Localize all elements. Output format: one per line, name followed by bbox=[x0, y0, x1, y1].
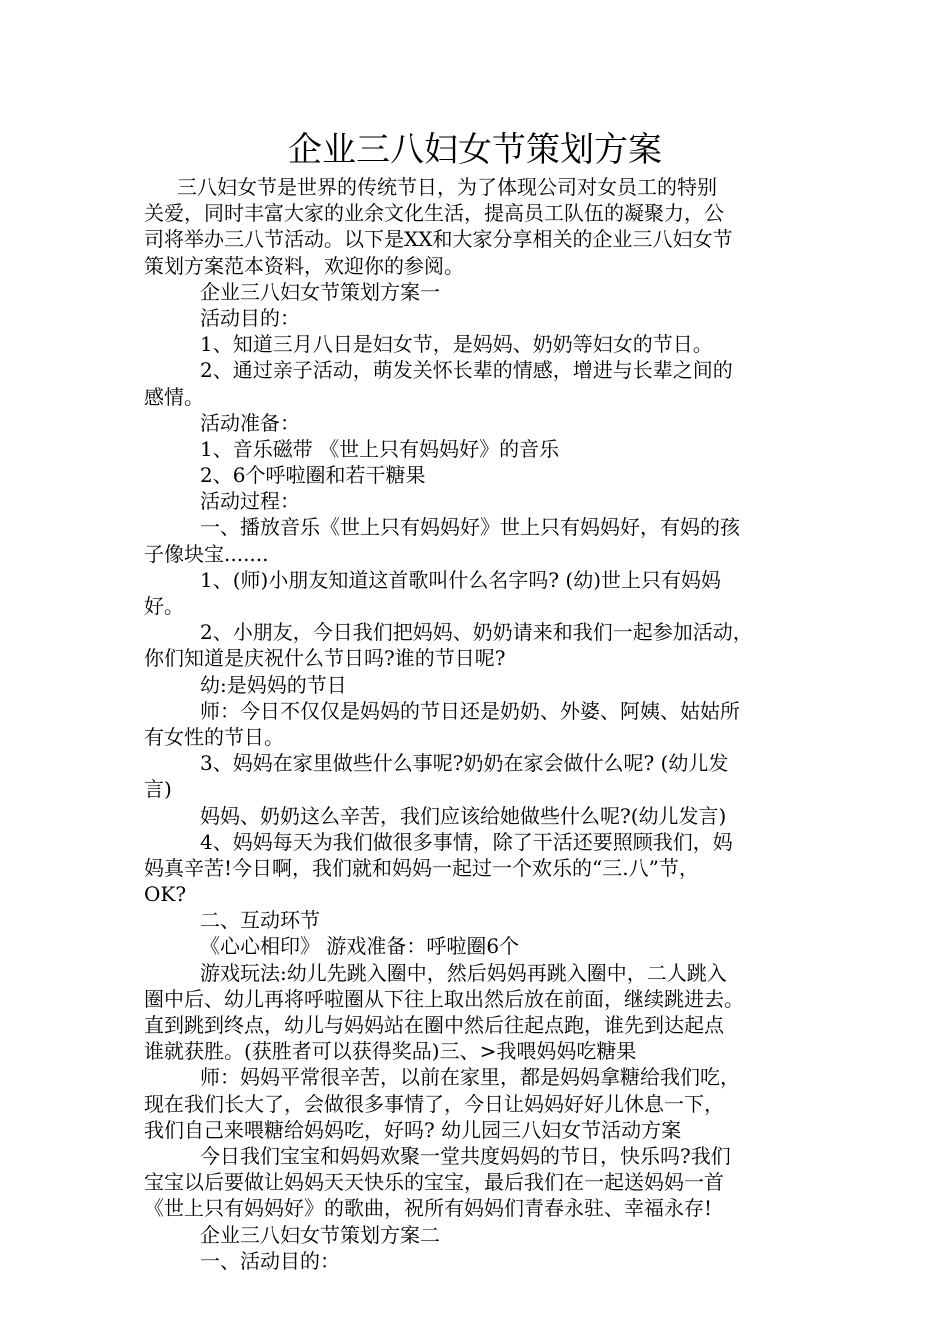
paragraph-line: 言) bbox=[144, 777, 172, 802]
paragraph-line: 3、妈妈在家里做些什么事呢?奶奶在家会做什么呢? (幼儿发 bbox=[200, 751, 729, 776]
paragraph-line: 1、(师)小朋友知道这首歌叫什么名字吗? (幼)世上只有妈妈 bbox=[200, 567, 722, 592]
paragraph-line: 活动目的： bbox=[200, 305, 300, 330]
paragraph-line: 一、活动目的： bbox=[200, 1248, 340, 1273]
document-body bbox=[144, 174, 824, 1274]
document-title: 企业三八妇女节策划方案 bbox=[288, 130, 662, 170]
paragraph-line: 《世上只有妈妈好》的歌曲，祝所有妈妈们青春永驻、幸福永存! bbox=[144, 1196, 713, 1221]
paragraph-line: 我们自己来喂糖给妈妈吃，好吗? 幼儿园三八妇女节活动方案 bbox=[144, 1117, 682, 1142]
paragraph-line: 《心心相印》 游戏准备：呼啦圈6个 bbox=[200, 934, 520, 959]
paragraph-line: 直到跳到终点，幼儿与妈妈站在圈中然后往起点跑，谁先到达起点 bbox=[144, 1013, 724, 1037]
paragraph-line: 2、通过亲子活动，萌发关怀长辈的情感，增进与长辈之间的 bbox=[200, 358, 733, 383]
paragraph-line: 2、小朋友，今日我们把妈妈、奶奶请来和我们一起参加活动， bbox=[200, 620, 753, 645]
paragraph-line: OK? bbox=[144, 882, 187, 907]
paragraph-line: 师：妈妈平常很辛苦，以前在家里，都是妈妈拿糖给我们吃， bbox=[200, 1065, 740, 1090]
paragraph-line: 感情。 bbox=[144, 384, 204, 409]
paragraph-line: 现在我们长大了，会做很多事情了，今日让妈妈好好儿休息一下， bbox=[144, 1091, 724, 1116]
paragraph-line: 谁就获胜。(获胜者可以获得奖品)三、>我喂妈妈吃糖果 bbox=[144, 1039, 637, 1064]
paragraph-line: 宝宝以后要做让妈妈天天快乐的宝宝，最后我们在一起送妈妈一首 bbox=[144, 1170, 724, 1195]
paragraph-line: 今日我们宝宝和妈妈欢聚一堂共度妈妈的节日，快乐吗?我们 bbox=[200, 1143, 731, 1168]
paragraph-line: 圈中后、幼儿再将呼啦圈从下往上取出然后放在前面，继续跳进去。 bbox=[144, 986, 744, 1011]
paragraph-line: 1、音乐磁带 《世上只有妈妈好》的音乐 bbox=[200, 436, 560, 461]
paragraph-line: 策划方案范本资料，欢迎你的参阅。 bbox=[144, 253, 464, 278]
paragraph-line: 你们知道是庆祝什么节日吗?谁的节日呢? bbox=[144, 646, 506, 671]
paragraph-line: 游戏玩法:幼儿先跳入圈中，然后妈妈再跳入圈中，二人跳入 bbox=[200, 960, 727, 985]
paragraph-line: 2、6个呼啦圈和若干糖果 bbox=[200, 463, 426, 488]
paragraph-line: 活动过程： bbox=[200, 489, 300, 514]
paragraph-line: 三八妇女节是世界的传统节日，为了体现公司对女员工的特别 bbox=[177, 175, 717, 199]
paragraph-line: 幼:是妈妈的节日 bbox=[200, 672, 347, 697]
paragraph-line: 二、互动环节 bbox=[200, 908, 320, 933]
paragraph-line: 企业三八妇女节策划方案二 bbox=[200, 1222, 440, 1247]
paragraph-line: 妈妈、奶奶这么辛苦，我们应该给她做些什么呢?(幼儿发言) bbox=[200, 803, 727, 828]
paragraph-line: 企业三八妇女节策划方案一 bbox=[200, 279, 440, 304]
paragraph-line: 有女性的节日。 bbox=[144, 724, 284, 749]
paragraph-line: 活动准备： bbox=[200, 410, 300, 435]
paragraph-line: 关爱，同时丰富大家的业余文化生活，提高员工队伍的凝聚力，公 bbox=[144, 201, 724, 226]
paragraph-line: 子像块宝....... bbox=[144, 541, 269, 566]
paragraph-line: 一、播放音乐《世上只有妈妈好》世上只有妈妈好，有妈的孩 bbox=[200, 515, 740, 540]
paragraph-line: 司将举办三八节活动。以下是XX和大家分享相关的企业三八妇女节 bbox=[144, 227, 733, 252]
paragraph-line: 妈真辛苦!今日啊，我们就和妈妈一起过一个欢乐的“三.八”节， bbox=[144, 855, 699, 880]
paragraph-line: 师：今日不仅仅是妈妈的节日还是奶奶、外婆、阿姨、姑姑所 bbox=[200, 698, 740, 723]
paragraph-line: 好。 bbox=[144, 594, 184, 618]
paragraph-line: 1、知道三月八日是妇女节，是妈妈、奶奶等妇女的节日。 bbox=[200, 332, 713, 357]
paragraph-line: 4、妈妈每天为我们做很多事情，除了干活还要照顾我们，妈 bbox=[200, 829, 733, 854]
